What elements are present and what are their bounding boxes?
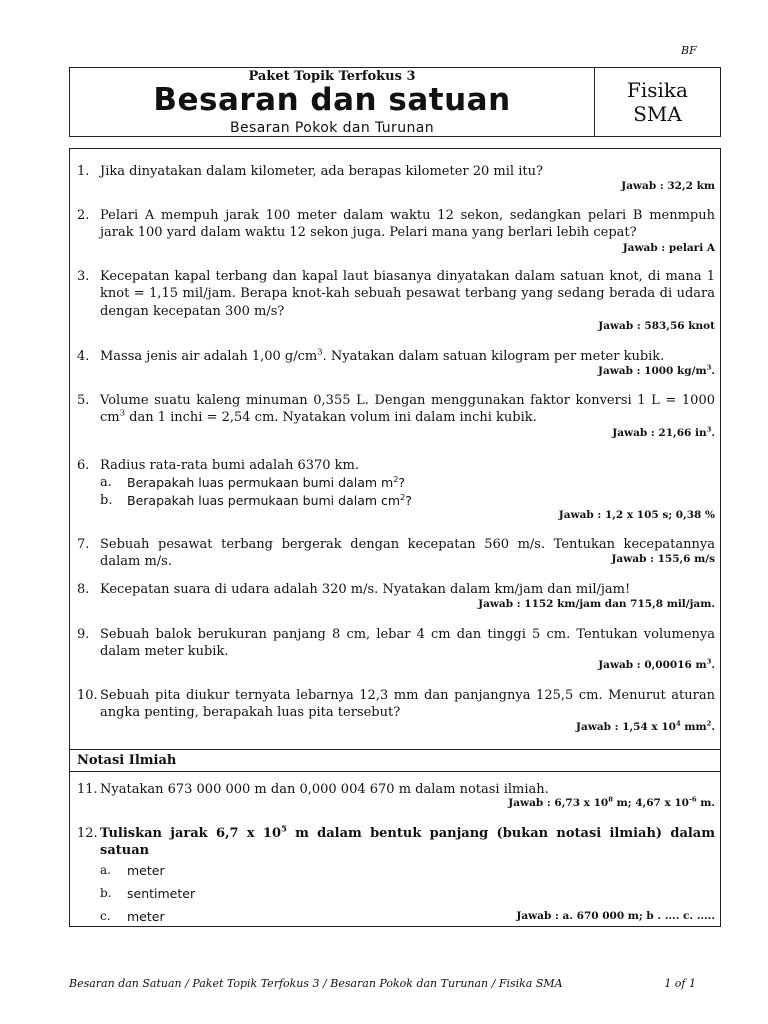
footer-text: Besaran dan Satuan / Paket Topik Terfokus 3 / Besaran Pokok dan Turunan / Fisika SMA (69, 977, 563, 990)
question-number: 3. (77, 269, 90, 284)
header-subject-cell (594, 68, 721, 136)
sub-question-b: b. Berapakah luas permukaan bumi dalam $cm^2$? (100, 491, 412, 508)
series-title: Paket Topik Terfokus 3 (248, 69, 416, 84)
question-3 (77, 268, 715, 320)
question-11 (77, 781, 715, 798)
question-text: Nyatakan 673 000 000 m dan 0,000 004 670 m dalam notasi ilmiah. (100, 782, 549, 797)
question-text: Kecepatan suara di udara adalah 320 m/s. Nyatakan dalam km/jam dan mil/jam! (100, 582, 631, 597)
sub-question-b: b. sentimeter (100, 885, 196, 901)
sub-question-c: c. meter (100, 909, 165, 925)
answer-1: Jawab : 32,2 km (621, 180, 715, 192)
answer-11: Jawab : 6,73 x $10^8$ m; 4,67 x $10^{-6}$ m. (508, 795, 715, 809)
page-number: 1 of 1 (664, 977, 696, 990)
question-text: Sebuah pita diukur ternyata lebarnya 12,3 mm dan panjangnya 125,5 cm. Menurut aturan angka penting, berapakah luas pita tersebut? (100, 688, 715, 721)
question-text: Tuliskan jarak 6,7 x $10^5$ m dalam bentuk panjang (bukan notasi ilmiah) dalam satuan (100, 823, 715, 859)
question-number: 12. (77, 826, 98, 841)
question-number: 6. (77, 458, 90, 473)
question-1 (77, 163, 715, 180)
question-2 (77, 207, 715, 242)
question-number: 7. (77, 537, 90, 552)
question-text: Kecepatan kapal terbang dan kapal laut biasanya dinyatakan dalam satuan knot, di mana 1 knot = 1,15 mil/jam. Berapa knot-kah sebuah pesawat terbang yang sedang berada di udara dengan kecepatan 300 m/s? (100, 269, 715, 319)
question-9 (77, 626, 715, 661)
answer-9: Jawab : 0,00016 $m^3$. (598, 657, 715, 671)
answer-8: Jawab : 1152 km/jam dan 715,8 mil/jam. (478, 598, 715, 610)
subject-name: Fisika (627, 78, 688, 102)
answer-7: Jawab : 155,6 m/s (611, 553, 715, 565)
answer-5: Jawab : 21,66 $in^3$. (612, 425, 715, 439)
sub-question-a: a. Berapakah luas permukaan bumi dalam $m^2$? (100, 474, 405, 491)
question-number: 5. (77, 393, 90, 408)
page-initials: BF (681, 44, 697, 57)
section-title: Notasi Ilmiah (77, 753, 177, 768)
question-6 (77, 457, 715, 509)
question-text: Sebuah balok berukuran panjang 8 cm, lebar 4 cm dan tinggi 5 cm. Tentukan volumenya dalam meter kubik. (100, 627, 715, 660)
question-number: 8. (77, 582, 90, 597)
question-number: 2. (77, 208, 90, 223)
section-notasi-ilmiah (70, 749, 720, 772)
question-4 (77, 348, 715, 365)
question-number: 11. (77, 782, 98, 797)
answer-4: Jawab : 1000 $kg/m^3$. (598, 363, 715, 377)
page-subtitle: Besaran Pokok dan Turunan (229, 120, 435, 136)
subject-level: SMA (633, 102, 682, 126)
answer-12: Jawab : a. 670 000 m; b . .... c. ..... (516, 910, 715, 922)
answer-2: Jawab : pelari A (622, 242, 715, 254)
answer-3: Jawab : 583,56 knot (598, 320, 715, 332)
page-footer (69, 977, 696, 990)
question-8 (77, 581, 715, 598)
document-header (69, 67, 721, 137)
question-text: Volume suatu kaleng minuman 0,355 L. Dengan menggunakan faktor konversi 1 L = 1000 $cm^3$ dan 1 inchi = 2,54 cm. Nyatakan volum ini dalam inchi kubik. (100, 393, 715, 426)
question-number: 9. (77, 627, 90, 642)
question-text: Jika dinyatakan dalam kilometer, ada berapas kilometer 20 mil itu? (100, 164, 543, 179)
question-text: Pelari A mempuh jarak 100 meter dalam waktu 12 sekon, sedangkan pelari B menmpuh jarak 100 yard dalam waktu 12 sekon juga. Pelari mana yang berlari lebih cepat? (100, 208, 715, 241)
subject-label (594, 78, 721, 126)
page-title: Besaran dan satuan (153, 82, 511, 118)
question-box (69, 148, 721, 927)
question-text: Radius rata-rata bumi adalah 6370 km. (100, 458, 359, 473)
question-text: Sebuah pesawat terbang bergerak dengan kecepatan 560 m/s. Tentukan kecepatannya dalam m/s. (100, 537, 715, 570)
answer-10: Jawab : 1,54 x $10^4$ $mm^2$. (576, 719, 715, 733)
sub-question-a: a. meter (100, 862, 165, 878)
question-number: 1. (77, 164, 90, 179)
question-text: Massa jenis air adalah 1,00 $g/cm^3$. Nyatakan dalam satuan kilogram per meter kubik. (100, 346, 665, 364)
question-10 (77, 687, 715, 722)
question-5 (77, 392, 715, 427)
question-number: 4. (77, 349, 90, 364)
answer-6: Jawab : 1,2 x 105 s; 0,38 % (558, 509, 715, 521)
header-title-cell (70, 68, 595, 136)
question-number: 10. (77, 688, 98, 703)
